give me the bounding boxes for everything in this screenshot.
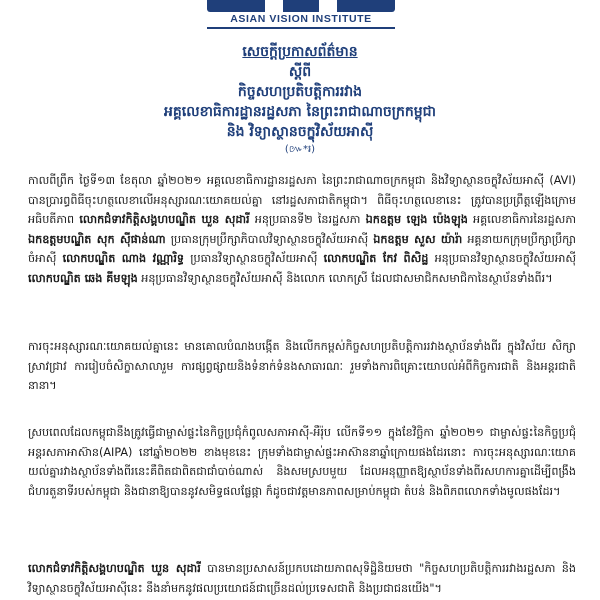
title-avi: និង វិទ្យាស្ថានចក្ខុវិស័យអាស៊ី <box>226 124 374 140</box>
body-text: អនុប្រធានវិទ្យាស្ថានចក្ខុវិស័យអាស៊ី និងលោក លោកស្រី ដែលជាសមាជិកសមាជិកានៃស្ថាប័នទាំងពីរ។ <box>137 271 553 285</box>
body-text: ការចុះអនុស្សារណៈយោគយល់គ្នានេះ មានគោលបំណងបង្កើត និងលើកកម្ពស់កិច្ចសហប្រតិបត្តិការរវាងស្ថាប័នទាំងពីរ ក្នុងវិស័យ សិក្សា ស្រាវជ្រាវ ការរៀបចំសិក្ខាសាលារួម ការផ្សព្វផ្សាយនិងទំនាក់ទំនងសាធារណៈ រួមទាំងការពិគ្រោះយោបល់អំពីកិច្ចការជាតិ និងអន្តរជាតិនានា។ <box>28 340 576 393</box>
title-about: ស្តីពី <box>288 64 312 80</box>
title-block <box>60 42 540 158</box>
logo-mark-left <box>265 0 283 12</box>
title-ornament: (៚*៛) <box>284 144 316 155</box>
person-name: លោកជំទាវកិត្តិសង្គហបណ្ឌិត ឃួន សុដារី <box>79 213 250 227</box>
person-name: ឯកឧត្តមបណ្ឌិត សុក ស៊ីផាន់ណា <box>28 232 166 246</box>
paragraph-4 <box>28 559 576 598</box>
person-name: ឯកឧត្តម ឡេង ប៉េងឡុង <box>365 213 468 227</box>
title-cooperation: កិច្ចសហប្រតិបត្តិការរវាង <box>237 84 363 100</box>
body-text: អគ្គនាយកក្រុមប្រឹក្សាប្រឹក្សាចំអាស៊ី <box>28 232 576 266</box>
person-name: ឯកឧត្តម សួស យ៉ារ៉ា <box>373 232 463 246</box>
body-text: ប្រធានក្រុមប្រឹក្សាភិបាលវិទ្យាស្ថានចក្ខុវិស័យអាស៊ី <box>165 232 374 246</box>
person-name: លោកបណ្ឌិត ណាង វណ្ណារិទ្ធ <box>62 252 185 266</box>
body-text: ប្រធានវិទ្យាស្ថានចក្ខុវិស័យអាស៊ី <box>184 252 324 266</box>
org-name: ASIAN VISION INSTITUTE <box>230 13 372 25</box>
title-secretariat: អគ្គលេខាធិការដ្ឋានរដ្ឋសភា នៃព្រះរាជាណាចក្រកម្ពុជា <box>164 104 436 120</box>
logo-mark-right <box>319 0 337 12</box>
logo-underline <box>207 27 395 29</box>
body-text: អគ្គលេខាធិការនៃរដ្ឋសភា <box>467 213 576 227</box>
person-name: លោកបណ្ឌិត ឆេង គីមឡុង <box>28 271 138 285</box>
logo-emblem <box>207 0 395 12</box>
paragraph-2 <box>28 337 576 396</box>
title-press-release: សេចក្តីប្រកាសព័ត៌មាន <box>242 44 358 60</box>
body-text: បានមានប្រសាសន៍ប្រកបដោយភាពសុទិដ្ឋិនិយមថា "កិច្ចសហប្រតិបត្តិការរវាងរដ្ឋសភា និងវិទ្យាស្ថានចក្ខុវិស័យអាស៊ីនេះ នឹងនាំមកនូវផលប្រយោជន៍ជាច្រើនដល់ប្រទេសជាតិ និងប្រជាជនយើង"។ <box>28 562 576 595</box>
body-text: អនុប្រធានទី២ នៃរដ្ឋសភា <box>249 213 366 227</box>
paragraph-3 <box>28 423 576 501</box>
body-text: ស្របពេលដែលកម្ពុជានឹងត្រូវធ្វើជាម្ចាស់ផ្ទះនៃកិច្ចប្រជុំកំពូលសភាអាស៊ី-អឺរ៉ុប លើកទី១១ ក្នុងខែវិច្ឆិកា ឆ្នាំ២០២១ ជាម្ចាស់ផ្ទះនៃកិច្ចប្រជុំអន្តរសភាអាស៊ាន(AIPA) នៅឆ្នាំ២០២២ ខាងមុខនេះ ក្រុមទាំងជាម្ចាស់ផ្ទះអាស៊ាននាឆ្នាំក្រោយផងដែរនោះ ការចុះអនុស្សារណៈយោគយល់គ្នារវាងស្ថាប័នទាំងពីរនេះគឺពិតជាពិតជាជាំបាច់ណាស់ និងសមស្របមួយ ដែលអនុញ្ញាតឱ្យស្ថាប័នទាំងពីរសហការគ្នាដើម្បីពង្រឹងជំហរតួនាទីរបស់កម្ពុជា និងជានាឱ្យបាននូវសមិទ្ធផលផ្លែផ្កា ក៏ដូចជាវត្តមានភាពសម្រាប់កម្ពុជា តំបន់ និងពិភពលោកទាំងមូលផងដែរ។ <box>28 426 576 498</box>
body-text: កាលពីព្រឹក ថ្ងៃទី១៣ ខែតុលា ឆ្នាំ២០២១ អគ្គលេខាធិការដ្ឋានរដ្ឋសភា នៃព្រះរាជាណាចក្រកម្ពុជា និងវិទ្យាស្ថានចក្ខុវិស័យអាស៊ី (AVI) បានប្រារព្ធពិធីចុះហត្ថលេខាលើអនុស្សារណៈយោគយល់គ្នា នៅរដ្ឋសភាជាតិកម្ពុជា។ ពិធីចុះហត្ថលេខានេះ ត្រូវបានប្រព្រឹត្តឡើងក្រោមអធិបតីភាព <box>28 174 576 227</box>
body-text: អនុប្រធានវិទ្យាស្ថានចក្ខុវិស័យអាស៊ី <box>428 252 577 266</box>
paragraph-1 <box>28 171 576 288</box>
person-name: លោកបណ្ឌិត កែវ ពិសិដ្ឋ <box>323 252 429 266</box>
person-name: លោកជំទាវកិត្តិសង្គហបណ្ឌិត ឃួន សុដារី <box>28 562 201 576</box>
